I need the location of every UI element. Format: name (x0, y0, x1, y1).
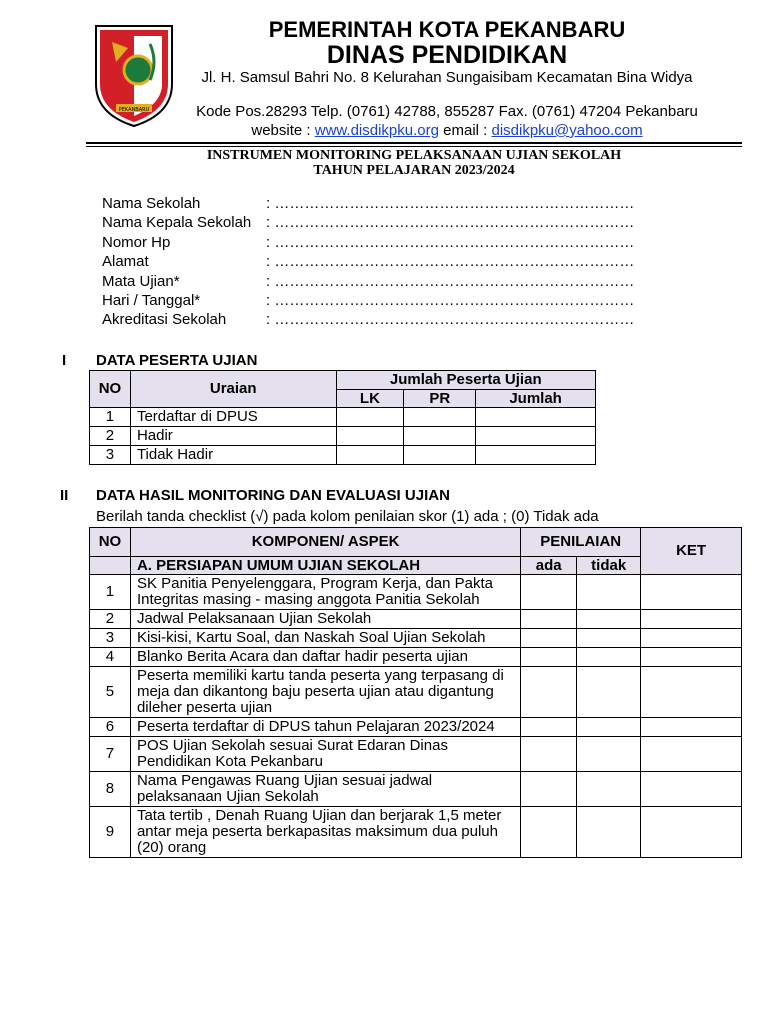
field-blank[interactable]: : ……………………………………………………………… (266, 311, 635, 329)
row-aspect: SK Panitia Penyelenggara, Program Kerja, dan Pakta Integritas masing - masing anggota Panitia Sekolah (130, 575, 520, 610)
field-label: Nama Kepala Sekolah (102, 214, 252, 232)
website-label: website : (251, 122, 315, 139)
cell-tidak[interactable] (577, 629, 641, 648)
table-row (90, 718, 742, 737)
table-row (90, 408, 596, 427)
field-row (102, 253, 634, 272)
cell-ket[interactable] (641, 629, 742, 648)
field-row (102, 234, 634, 253)
cell-lk[interactable] (336, 408, 404, 427)
header-rule-thin (86, 146, 742, 147)
cell-ket[interactable] (641, 667, 742, 718)
col-header-penilaian: PENILAIAN (521, 528, 641, 557)
col-header-tidak: tidak (577, 557, 641, 575)
contact-line: Kode Pos.28293 Telp. (0761) 42788, 855287 Fax. (0761) 47204 Pekanbaru (196, 103, 698, 120)
row-uraian: Hadir (130, 427, 336, 446)
cell-tidak[interactable] (577, 648, 641, 667)
section-2-instruction: Berilah tanda checklist (√) pada kolom penilaian skor (1) ada ; (0) Tidak ada (96, 508, 599, 525)
col-header-no: NO (90, 528, 131, 557)
row-aspect: Blanko Berita Acara dan daftar hadir peserta ujian (130, 648, 520, 667)
col-header-jumlah-peserta: Jumlah Peserta Ujian (336, 371, 596, 390)
school-info-fields (102, 195, 634, 331)
row-no: 3 (90, 446, 131, 465)
table-row (90, 772, 742, 807)
row-aspect: Peserta memiliki kartu tanda peserta yang terpasang di meja dan dikantong baju peserta ujian atau digantung dileher peserta ujian (130, 667, 520, 718)
web-email-line (180, 122, 714, 139)
col-header-ket: KET (641, 528, 742, 575)
field-blank[interactable]: : ……………………………………………………………… (266, 253, 635, 271)
cell-tidak[interactable] (577, 718, 641, 737)
row-aspect: Kisi-kisi, Kartu Soal, dan Naskah Soal Ujian Sekolah (130, 629, 520, 648)
email-link[interactable]: disdikpku@yahoo.com (491, 122, 643, 139)
row-no: 4 (90, 648, 131, 667)
field-label: Hari / Tanggal* (102, 291, 201, 309)
cell-ket[interactable] (641, 648, 742, 667)
cell-pr[interactable] (404, 427, 476, 446)
header-rule-thick (86, 142, 742, 144)
field-blank[interactable]: : ……………………………………………………………… (266, 214, 635, 232)
field-row (102, 195, 634, 214)
field-blank[interactable]: : ……………………………………………………………… (266, 291, 635, 309)
row-no: 8 (90, 772, 131, 807)
col-header-uraian: Uraian (130, 371, 336, 408)
cell-ada[interactable] (521, 772, 577, 807)
cell-ada[interactable] (521, 718, 577, 737)
section-1-number: I (62, 352, 67, 369)
table-row (90, 648, 742, 667)
cell-pr[interactable] (404, 446, 476, 465)
cell-ada[interactable] (521, 575, 577, 610)
cell-ket[interactable] (641, 575, 742, 610)
participants-table (89, 370, 596, 465)
field-row (102, 311, 634, 330)
cell-tidak[interactable] (577, 667, 641, 718)
cell-jumlah[interactable] (476, 446, 596, 465)
table-row (90, 446, 596, 465)
col-header-ada: ada (521, 557, 577, 575)
col-header-lk: LK (336, 390, 404, 408)
field-label: Nomor Hp (102, 233, 171, 251)
row-uraian: Terdaftar di DPUS (130, 408, 336, 427)
row-no: 2 (90, 427, 131, 446)
email-label: email : (438, 122, 492, 139)
field-blank[interactable]: : ……………………………………………………………… (266, 272, 635, 290)
cell-pr[interactable] (404, 408, 476, 427)
field-row (102, 214, 634, 233)
row-no: 2 (90, 610, 131, 629)
field-label: Mata Ujian* (102, 272, 180, 290)
document-title: INSTRUMEN MONITORING PELAKSANAAN UJIAN SEKOLAH (206, 148, 622, 163)
field-label: Alamat (102, 253, 149, 271)
field-row (102, 273, 634, 292)
website-link[interactable]: www.disdikpku.org (314, 122, 439, 139)
row-no: 9 (90, 807, 131, 858)
cell-tidak[interactable] (577, 737, 641, 772)
subhead-persiapan: A. PERSIAPAN UMUM UJIAN SEKOLAH (130, 557, 520, 575)
cell-tidak[interactable] (577, 772, 641, 807)
cell-jumlah[interactable] (476, 427, 596, 446)
monitoring-table (89, 527, 742, 858)
logo-banner-text: PEKANBARU (118, 107, 150, 113)
field-row (102, 292, 634, 311)
col-header-no: NO (90, 371, 131, 408)
section-1-title: DATA PESERTA UJIAN (96, 352, 258, 369)
cell-tidak[interactable] (577, 610, 641, 629)
row-aspect: Tata tertib , Denah Ruang Ujian dan berjarak 1,5 meter antar meja peserta berkapasitas maksimum dua puluh (20) orang (130, 807, 520, 858)
agency-name: PEMERINTAH KOTA PEKANBARU (268, 17, 626, 42)
row-no: 7 (90, 737, 131, 772)
field-label: Akreditasi Sekolah (102, 311, 227, 329)
field-label: Nama Sekolah (102, 195, 201, 212)
document-subtitle: TAHUN PELAJARAN 2023/2024 (313, 163, 515, 178)
cell-ada[interactable] (521, 667, 577, 718)
cell-ada[interactable] (521, 629, 577, 648)
cell-ket[interactable] (641, 807, 742, 858)
row-aspect: Nama Pengawas Ruang Ujian sesuai jadwal pelaksanaan Ujian Sekolah (130, 772, 520, 807)
department-name: DINAS PENDIDIKAN (326, 41, 568, 69)
section-2-number: II (60, 487, 69, 504)
table-row (90, 667, 742, 718)
section-2-title: DATA HASIL MONITORING DAN EVALUASI UJIAN (96, 487, 450, 504)
col-header-pr: PR (404, 390, 476, 408)
row-aspect: POS Ujian Sekolah sesuai Surat Edaran Dinas Pendidikan Kota Pekanbaru (130, 737, 520, 772)
cell-lk[interactable] (336, 446, 404, 465)
field-blank[interactable]: : ……………………………………………………………… (266, 195, 635, 212)
cell-ket[interactable] (641, 610, 742, 629)
table-row (90, 737, 742, 772)
cell-ket[interactable] (641, 772, 742, 807)
row-no: 6 (90, 718, 131, 737)
address-line: Jl. H. Samsul Bahri No. 8 Kelurahan Sungaisibam Kecamatan Bina Widya (201, 69, 693, 86)
table-row (90, 629, 742, 648)
row-aspect: Peserta terdaftar di DPUS tahun Pelajaran 2023/2024 (130, 718, 520, 737)
table-row (90, 610, 742, 629)
cell-ket[interactable] (641, 737, 742, 772)
cell-lk[interactable] (336, 427, 404, 446)
cell-ada[interactable] (521, 610, 577, 629)
row-aspect: Jadwal Pelaksanaan Ujian Sekolah (130, 610, 520, 629)
field-blank[interactable]: : ……………………………………………………………… (266, 233, 635, 251)
subhead-blank (90, 557, 131, 575)
col-header-jumlah: Jumlah (476, 390, 596, 408)
table-row (90, 575, 742, 610)
cell-ket[interactable] (641, 718, 742, 737)
cell-tidak[interactable] (577, 807, 641, 858)
table-row (90, 427, 596, 446)
cell-jumlah[interactable] (476, 408, 596, 427)
cell-ada[interactable] (521, 648, 577, 667)
row-no: 1 (90, 575, 131, 610)
row-no: 1 (90, 408, 131, 427)
table-row (90, 807, 742, 858)
cell-tidak[interactable] (577, 575, 641, 610)
row-no: 3 (90, 629, 131, 648)
row-uraian: Tidak Hadir (130, 446, 336, 465)
cell-ada[interactable] (521, 807, 577, 858)
cell-ada[interactable] (521, 737, 577, 772)
col-header-komponen: KOMPONEN/ ASPEK (130, 528, 520, 557)
city-emblem-logo (92, 22, 176, 128)
row-no: 5 (90, 667, 131, 718)
